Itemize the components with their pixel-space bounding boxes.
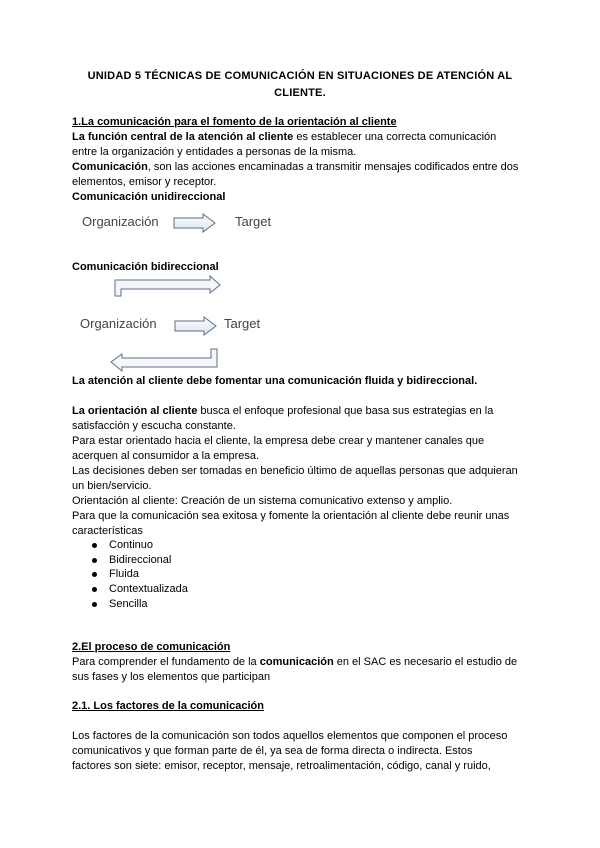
text-span: es establecer una correcta comunicación — [293, 131, 497, 143]
section-2-1-heading: 2.1. Los factores de la comunicación — [72, 700, 264, 712]
paragraph-line: Los factores de la comunicación son todos aquellos elementos que componen el proceso — [72, 730, 508, 742]
bullet-icon — [92, 558, 97, 563]
paragraph-line: entre la organización y entidades a personas de la misma. — [72, 146, 357, 158]
bold-phrase: La función central de la atención al cliente — [72, 131, 294, 143]
text-span: , son las acciones encaminadas a transmitir mensajes codificados entre dos — [147, 161, 519, 173]
paragraph-line: factores son siete: emisor, receptor, mensaje, retroalimentación, código, canal y ruido, — [72, 760, 491, 772]
paragraph-line: comunicativos y que forman parte de él, ya sea de forma directa o indirecta. Estos — [72, 745, 473, 757]
paragraph-line: elementos, emisor y receptor. — [72, 176, 217, 188]
text-span: en el SAC es necesario el estudio de — [333, 656, 518, 668]
emphasis-statement: La atención al cliente debe fomentar una comunicación fluida y bidireccional. — [72, 375, 478, 387]
text-span: Para comprender el fundamento de la — [72, 656, 260, 668]
paragraph-line: un bien/servicio. — [72, 480, 152, 492]
paragraph-line: satisfacción y escucha constante. — [72, 420, 236, 432]
right-arrow-icon — [174, 316, 218, 336]
paragraph-communication-definition — [72, 160, 518, 175]
paragraph-line: acerquen al consumidor a la empresa. — [72, 450, 260, 462]
diagram-target-label: Target — [224, 316, 261, 331]
paragraph-orientation — [72, 404, 493, 419]
bullet-icon — [92, 543, 97, 548]
diagram-org-label: Organización — [82, 214, 159, 229]
feedback-arrow-top-icon — [112, 276, 224, 298]
paragraph-process — [72, 655, 517, 670]
bidirectional-label: Comunicación bidireccional — [72, 261, 219, 273]
paragraph-central-function — [72, 130, 496, 145]
paragraph-line: sus fases y los elementos que participan — [72, 671, 271, 683]
bullet-icon — [92, 587, 97, 592]
paragraph-line: Para que la comunicación sea exitosa y fomente la orientación al cliente debe reunir unas — [72, 510, 510, 522]
bold-phrase: Comunicación — [72, 161, 148, 173]
right-arrow-icon — [173, 213, 217, 233]
document-title: UNIDAD 5 TÉCNICAS DE COMUNICACIÓN EN SITUACIONES DE ATENCIÓN AL CLIENTE. — [87, 70, 513, 99]
bold-phrase: comunicación — [259, 656, 334, 668]
paragraph-line: Para estar orientado hacia el cliente, la empresa debe crear y mantener canales que — [72, 435, 485, 447]
bullet-icon — [92, 602, 97, 607]
paragraph-line: características — [72, 525, 143, 537]
paragraph-line: Las decisiones deben ser tomadas en beneficio último de aquellas personas que adquieran — [72, 465, 518, 477]
paragraph-line: Orientación al cliente: Creación de un sistema comunicativo extenso y amplio. — [72, 495, 453, 507]
section-1-heading: 1.La comunicación para el fomento de la orientación al cliente — [72, 116, 397, 128]
bold-phrase: La orientación al cliente — [72, 405, 198, 417]
unidirectional-label: Comunicación unidireccional — [72, 191, 226, 203]
feedback-arrow-bottom-icon — [108, 348, 220, 372]
diagram-org-label: Organización — [80, 316, 157, 331]
diagram-target-label: Target — [235, 214, 272, 229]
bullet-icon — [92, 572, 97, 577]
section-2-heading: 2.El proceso de comunicación — [72, 641, 231, 653]
text-span: busca el enfoque profesional que basa sus estrategias en la — [197, 405, 494, 417]
